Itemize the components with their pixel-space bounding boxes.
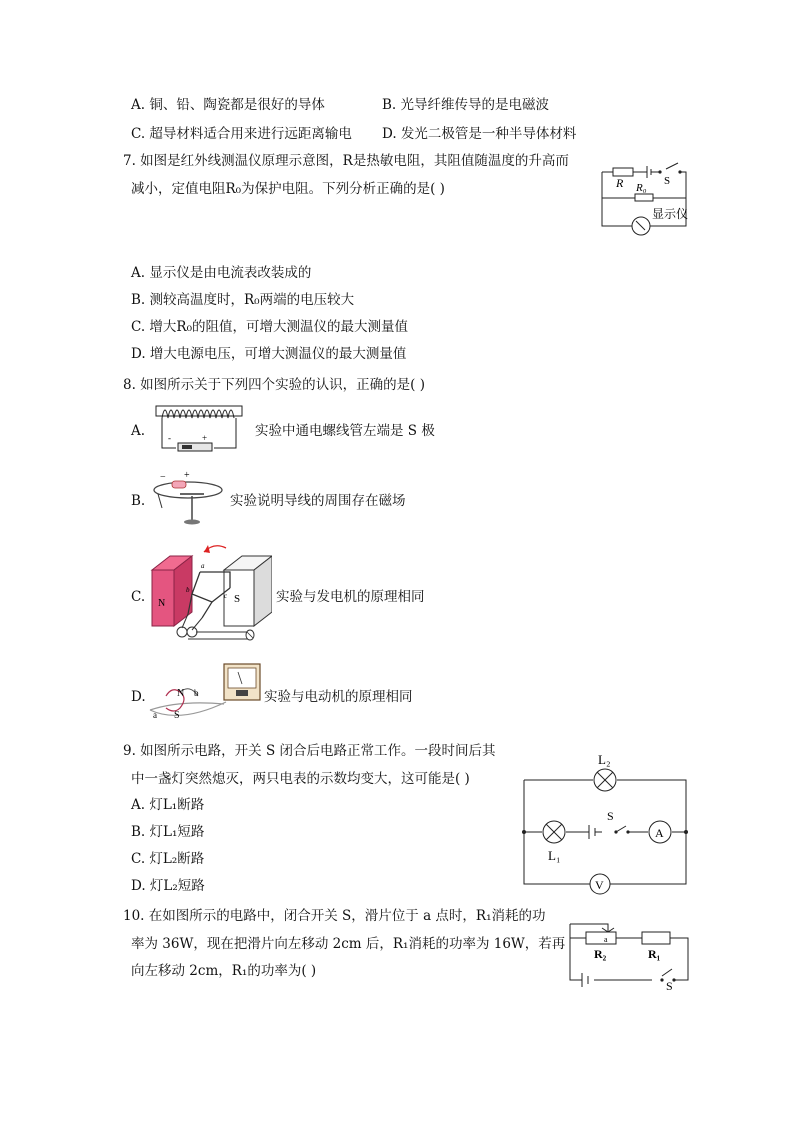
q8-option-a-text: 实验中通电螺线管左端是 S 极: [255, 423, 435, 439]
q9-option-c: C. 灯L₂断路: [131, 851, 205, 867]
q7-r-label: R: [616, 176, 624, 190]
q9-l1-label: L₁: [548, 848, 561, 863]
q8-generator-figure: [148, 540, 272, 652]
q9-circuit-figure: [516, 748, 694, 896]
q7-option-a: A. 显示仪是由电流表改装成的: [131, 265, 312, 281]
q8-option-b-text: 实验说明导线的周围存在磁场: [230, 493, 406, 509]
q7-thermometer-circuit-figure: [596, 160, 694, 240]
q10-stem-line2: 率为 36W，现在把滑片向左移动 2cm 后，R₁消耗的功率为 16W，若再: [131, 936, 566, 952]
q8d-n-label: N: [177, 688, 185, 699]
q8c-n-label: N: [158, 598, 166, 609]
q8c-a-label: a: [201, 562, 205, 570]
q8-motor-figure: [146, 660, 264, 722]
q10-r2-label: R₂: [594, 947, 607, 961]
q10-stem-line3: 向左移动 2cm，R₁的功率为( ): [131, 963, 317, 979]
q9-option-a: A. 灯L₁断路: [131, 797, 205, 813]
q6-option-b: B. 光导纤维传导的是电磁波: [382, 97, 550, 113]
q8-option-c-text: 实验与发电机的原理相同: [276, 589, 425, 605]
q10-r1-label: R₁: [648, 947, 661, 961]
q10-circuit-figure: [564, 914, 694, 992]
q7-r0-label: R₀: [636, 182, 647, 194]
q8b-minus-label: −: [160, 472, 166, 483]
q8c-c-label: c: [224, 592, 228, 600]
q9-option-d: D. 灯L₂短路: [131, 878, 205, 894]
q9-stem-line2: 中一盏灯突然熄灭，两只电表的示数均变大，这可能是( ): [131, 771, 470, 787]
q7-option-d: D. 增大电源电压，可增大测温仪的最大测量值: [131, 346, 407, 362]
q8a-minus-label: -: [168, 433, 171, 443]
q10-a-label: a: [604, 935, 608, 944]
q6-option-a: A. 铜、铅、陶瓷都是很好的导体: [131, 97, 325, 113]
q7-stem-line2: 减小，定值电阻R₀为保护电阻。下列分析正确的是( ): [131, 181, 445, 197]
q8-option-b-letter: B.: [131, 493, 146, 509]
q6-option-d: D. 发光二极管是一种半导体材料: [382, 126, 577, 142]
q7-display-label: 显示仪: [652, 207, 689, 221]
q10-stem-line1: 10. 在如图所示的电路中，闭合开关 S，滑片位于 a 点时，R₁消耗的功: [123, 908, 546, 924]
q8-option-c-letter: C.: [131, 589, 146, 605]
q8-option-d-letter: D.: [131, 689, 146, 705]
q9-s-label: S: [607, 809, 614, 823]
q8-stem: 8. 如图所示关于下列四个实验的认识，正确的是( ): [123, 377, 425, 393]
q9-stem-line1: 9. 如图所示电路，开关 S 闭合后电路正常工作。一段时间后其: [123, 743, 496, 759]
q10-s-label: S: [666, 979, 673, 992]
q9-ammeter-label: A: [655, 826, 664, 840]
q6-option-c: C. 超导材料适合用来进行远距离输电: [131, 126, 352, 142]
q8-option-a-letter: A.: [131, 423, 146, 439]
q8c-s-label: S: [234, 593, 241, 605]
q8d-b-label: b: [194, 688, 199, 698]
q7-s-label: S: [664, 175, 671, 187]
q8d-s-label: S: [174, 710, 180, 721]
q9-option-b: B. 灯L₁短路: [131, 824, 205, 840]
q8-oersted-figure: [150, 468, 230, 528]
q9-l2-label: L₂: [598, 752, 611, 767]
q7-option-b: B. 测较高温度时，R₀两端的电压较大: [131, 292, 355, 308]
q8d-a-label: a: [153, 710, 157, 720]
q8-solenoid-figure: [154, 404, 246, 456]
q8c-b-label: b: [186, 586, 190, 594]
q8b-plus-label: +: [184, 470, 190, 481]
q8-option-d-text: 实验与电动机的原理相同: [264, 689, 413, 705]
q8a-plus-label: +: [202, 433, 208, 443]
q9-voltmeter-label: V: [595, 878, 604, 892]
q7-stem-line1: 7. 如图是红外线测温仪原理示意图，R是热敏电阻，其阻值随温度的升高而: [123, 153, 569, 169]
q7-option-c: C. 增大R₀的阻值，可增大测温仪的最大测量值: [131, 319, 409, 335]
